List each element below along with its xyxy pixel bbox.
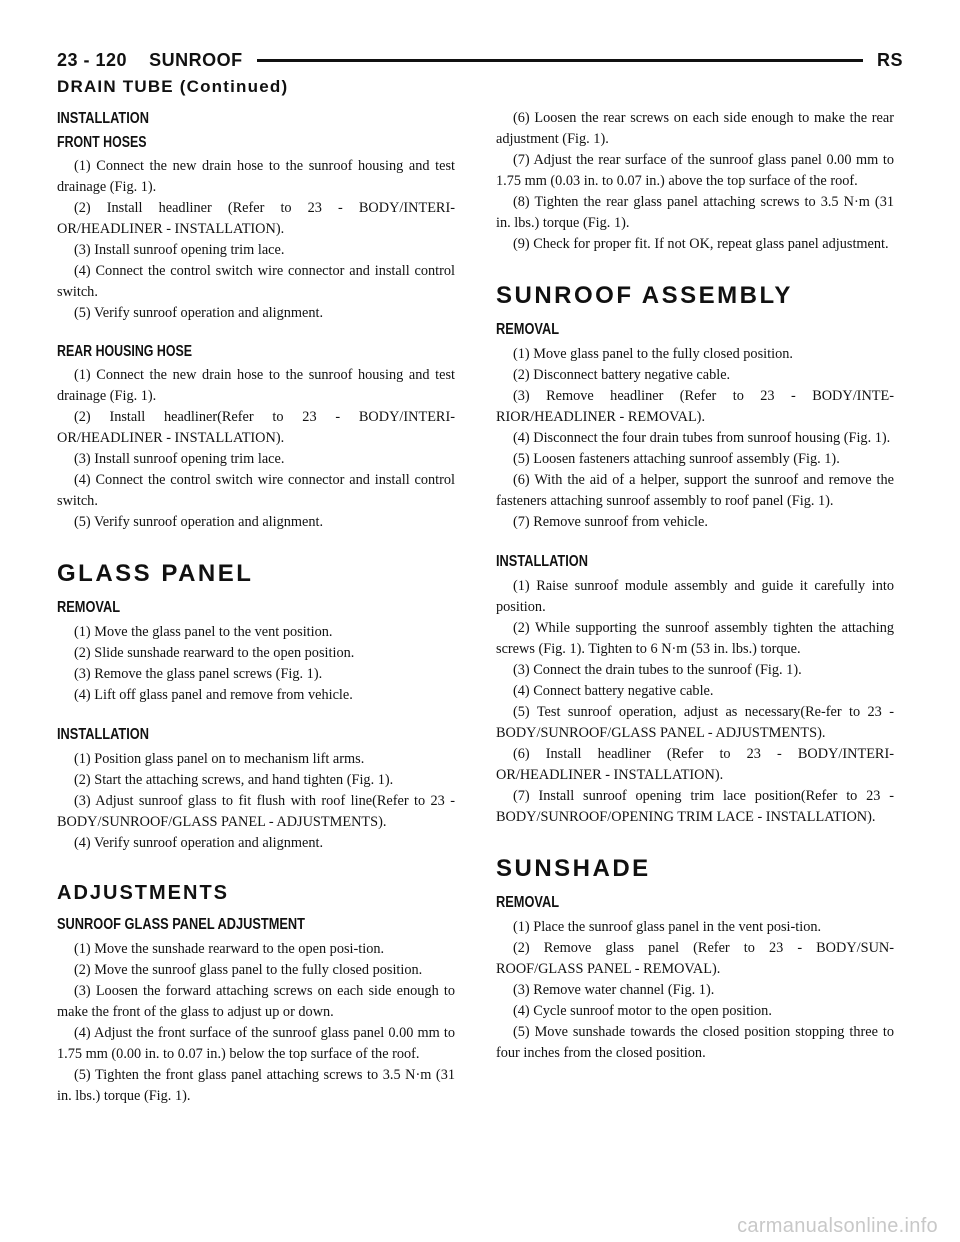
procedure-step: (4) Lift off glass panel and remove from vehicle.: [74, 687, 353, 703]
section-heading: SUNROOF ASSEMBLY: [496, 282, 793, 309]
continued-heading: DRAIN TUBE (Continued): [57, 77, 289, 96]
procedure-step: (3) Loosen the forward attaching screws on each side enough to make the front of the glass to adjust up or down.: [57, 983, 455, 1020]
procedure-step: (6) With the aid of a helper, support the sunroof and remove the fasteners attaching sunroof assembly to roof panel (Fig. 1).: [496, 472, 894, 509]
procedure-step: (1) Move the sunshade rearward to the open posi-tion.: [74, 941, 385, 957]
spacer: [57, 854, 455, 880]
procedure-step: (6) Loosen the rear screws on each side enough to make the rear adjustment (Fig. 1).: [496, 110, 894, 147]
procedure-step: (2) Disconnect battery negative cable.: [513, 367, 731, 383]
spacer: [496, 884, 894, 892]
procedure-step: (3) Remove the glass panel screws (Fig. 1).: [74, 666, 323, 682]
subsection-heading: REMOVAL: [496, 321, 560, 338]
subsection-heading: INSTALLATION: [496, 553, 588, 570]
section-title: SUNROOF: [149, 49, 243, 70]
page-header: [57, 44, 903, 76]
procedure-step: (2) Install headliner(Refer to 23 - BODY/INTERI-OR/HEADLINER - INSTALLATION).: [57, 409, 455, 446]
procedure-step: (3) Remove headliner (Refer to 23 - BODY/INTE-RIOR/HEADLINER - REMOVAL).: [496, 388, 894, 425]
spacer: [496, 533, 894, 551]
spacer: [57, 324, 455, 342]
sub-subsection-heading: REAR HOUSING HOSE: [57, 343, 193, 360]
procedure-step: (1) Place the sunroof glass panel in the vent posi-tion.: [513, 919, 822, 935]
header-rule: [257, 59, 863, 62]
procedure-step: (3) Connect the drain tubes to the sunroof (Fig. 1).: [513, 662, 802, 678]
procedure-step: (2) Start the attaching screws, and hand tighten (Fig. 1).: [74, 772, 394, 788]
subsection-heading: REMOVAL: [496, 894, 560, 911]
spacer: [496, 828, 894, 854]
procedure-step: (1) Connect the new drain hose to the sunroof housing and test drainage (Fig. 1).: [57, 158, 455, 195]
model-code: RS: [876, 49, 903, 70]
spacer: [57, 706, 455, 724]
page-number: 23 - 120: [57, 49, 128, 70]
procedure-step: (8) Tighten the rear glass panel attaching screws to 3.5 N·m (31 in. lbs.) torque (Fig. 1).: [496, 194, 894, 231]
procedure-step: (5) Tighten the front glass panel attaching screws to 3.5 N·m (31 in. lbs.) torque (Fig. 1).: [57, 1067, 455, 1104]
procedure-step: (4) Cycle sunroof motor to the open position.: [513, 1003, 772, 1019]
procedure-step: (5) Verify sunroof operation and alignment.: [74, 305, 324, 321]
procedure-step: (4) Disconnect the four drain tubes from sunroof housing (Fig. 1).: [513, 430, 891, 446]
procedure-step: (1) Move the glass panel to the vent position.: [74, 624, 333, 640]
spacer: [57, 533, 455, 559]
section-heading: SUNSHADE: [496, 855, 651, 882]
procedure-step: (2) While supporting the sunroof assembly tighten the attaching screws (Fig. 1). Tighten to 6 N·m (53 in. lbs.) torque.: [496, 620, 894, 657]
right-column: [496, 108, 894, 1064]
section-heading: GLASS PANEL: [57, 560, 254, 587]
procedure-step: (7) Remove sunroof from vehicle.: [513, 514, 708, 530]
procedure-step: (3) Remove water channel (Fig. 1).: [513, 982, 715, 998]
procedure-step: (4) Connect the control switch wire connector and install control switch.: [57, 263, 455, 300]
procedure-step: (3) Install sunroof opening trim lace.: [74, 242, 285, 258]
procedure-step: (3) Install sunroof opening trim lace.: [74, 451, 285, 467]
procedure-step: (5) Verify sunroof operation and alignment.: [74, 514, 324, 530]
procedure-step: (4) Connect the control switch wire connector and install control switch.: [57, 472, 455, 509]
procedure-step: (1) Raise sunroof module assembly and guide it carefully into position.: [496, 578, 894, 615]
subsection-heading: INSTALLATION: [57, 110, 149, 127]
procedure-step: (2) Move the sunroof glass panel to the fully closed position.: [74, 962, 423, 978]
subsection-heading: SUNROOF GLASS PANEL ADJUSTMENT: [57, 916, 305, 933]
section-heading: ADJUSTMENTS: [57, 882, 230, 904]
procedure-step: (1) Connect the new drain hose to the sunroof housing and test drainage (Fig. 1).: [57, 367, 455, 404]
procedure-step: (4) Verify sunroof operation and alignment.: [74, 835, 324, 851]
procedure-step: (5) Test sunroof operation, adjust as necessary(Re-fer to 23 - BODY/SUNROOF/GLASS PANEL - ADJUSTMENTS).: [496, 704, 894, 741]
spacer: [57, 906, 455, 914]
watermark: carmanualsonline.info: [737, 1215, 938, 1237]
subsection-heading: INSTALLATION: [57, 726, 149, 743]
spacer: [496, 311, 894, 319]
procedure-step: (2) Remove glass panel (Refer to 23 - BODY/SUN-ROOF/GLASS PANEL - REMOVAL).: [496, 940, 894, 977]
procedure-step: (5) Loosen fasteners attaching sunroof assembly (Fig. 1).: [513, 451, 840, 467]
procedure-step: (9) Check for proper fit. If not OK, repeat glass panel adjustment.: [513, 236, 889, 252]
procedure-step: (5) Move sunshade towards the closed position stopping three to four inches from the closed position.: [496, 1024, 894, 1061]
procedure-step: (1) Position glass panel on to mechanism lift arms.: [74, 751, 365, 767]
procedure-step: (1) Move glass panel to the fully closed position.: [513, 346, 793, 362]
procedure-step: (6) Install headliner (Refer to 23 - BODY/INTERI-OR/HEADLINER - INSTALLATION).: [496, 746, 894, 783]
sub-subsection-heading: FRONT HOSES: [57, 134, 147, 151]
procedure-step: (7) Install sunroof opening trim lace position(Refer to 23 - BODY/SUNROOF/OPENING TRIM LACE - INSTALLATION).: [496, 788, 894, 825]
procedure-step: (4) Adjust the front surface of the sunroof glass panel 0.00 mm to 1.75 mm (0.00 in. to 0.07 in.) below the top surface of the roof.: [57, 1025, 455, 1062]
procedure-step: (2) Install headliner (Refer to 23 - BODY/INTERI-OR/HEADLINER - INSTALLATION).: [57, 200, 455, 237]
spacer: [496, 255, 894, 281]
spacer: [57, 589, 455, 597]
procedure-step: (3) Adjust sunroof glass to fit flush with roof line(Refer to 23 - BODY/SUNROOF/GLASS PANEL - ADJUSTMENTS).: [57, 793, 455, 830]
subsection-heading: REMOVAL: [57, 599, 121, 616]
left-column: [57, 108, 455, 1107]
procedure-step: (7) Adjust the rear surface of the sunroof glass panel 0.00 mm to 1.75 mm (0.03 in. to 0.07 in.) above the top surface of the roof.: [496, 152, 894, 189]
procedure-step: (2) Slide sunshade rearward to the open position.: [74, 645, 355, 661]
procedure-step: (4) Connect battery negative cable.: [513, 683, 714, 699]
